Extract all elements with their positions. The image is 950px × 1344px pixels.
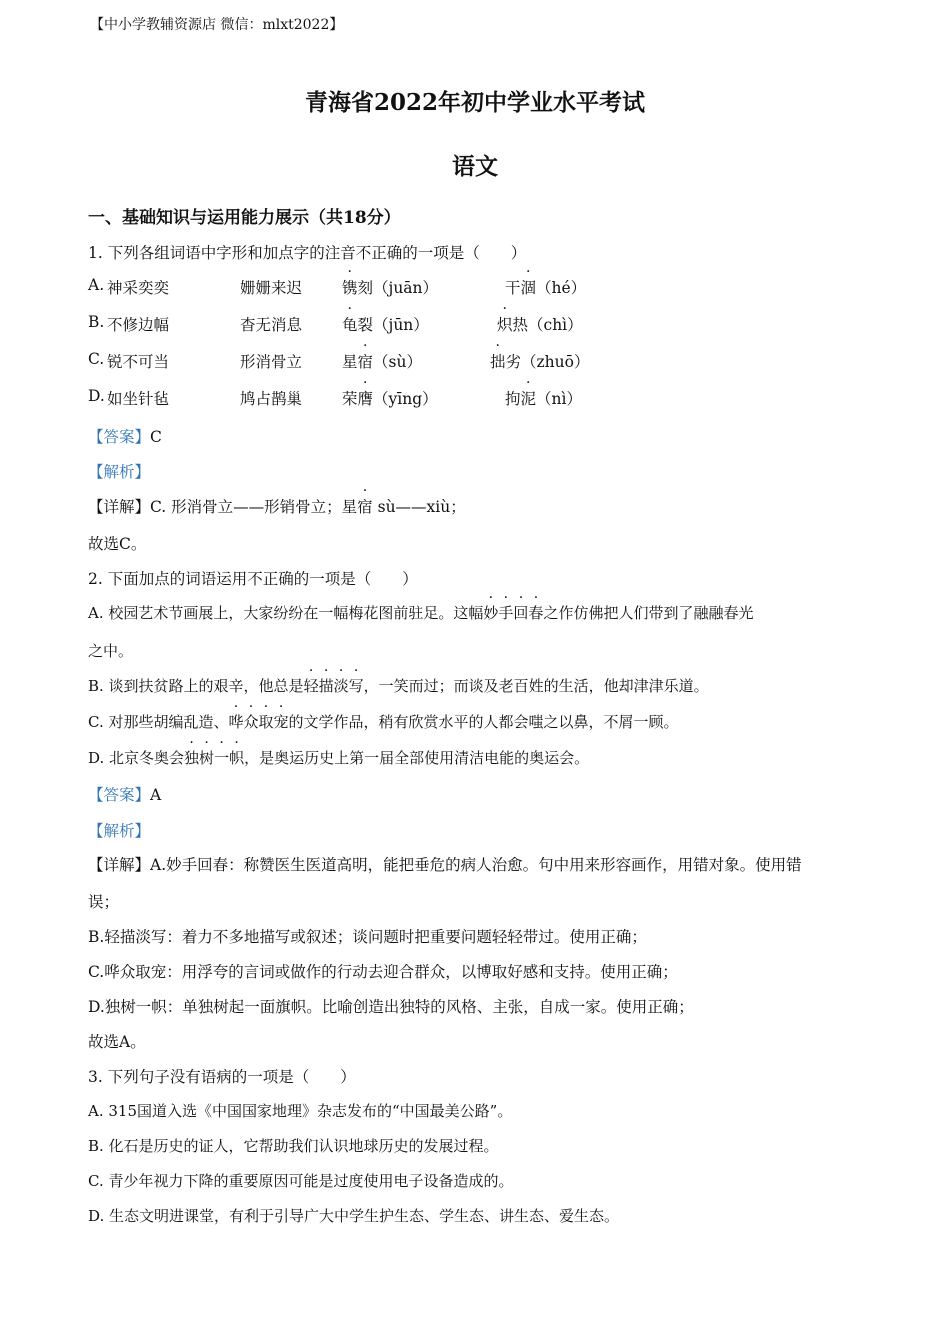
reading: 裂（jūn） (357, 316, 429, 334)
dotted-char: 宠 (273, 713, 289, 731)
word-2: 形消骨立 (240, 353, 303, 371)
q1-option-a (0, 276, 950, 306)
detail-text: 【详解】C. 形消骨立——形销骨立；星 (88, 498, 358, 516)
dotted-char: 泥 (520, 390, 537, 408)
reading: 劣（zhuō） (505, 353, 590, 371)
word-3 (342, 276, 438, 298)
header-note: 【中小学教辅资源店 微信：mlxt2022】 (90, 17, 344, 33)
q1-option-d (0, 387, 950, 417)
option-text: B. 谈到扶贫路上的艰辛，他总是 (88, 677, 304, 695)
dotted-phrase-text (184, 749, 244, 767)
reading: 热（chì） (512, 316, 583, 334)
q2-detail-2: B.轻描淡写：着力不多地描写或叙述；谈问题时把重要问题轻轻带过。使用正确； (88, 928, 647, 946)
dotted-phrase (483, 604, 543, 622)
dotted-char: 妙 (483, 604, 499, 622)
dotted-char: 描 (318, 677, 334, 695)
word-2: 姗姗来迟 (240, 279, 303, 297)
word-4 (497, 313, 583, 335)
q2-detail-1: 【详解】A.妙手回春：称赞医生医道高明，能把垂危的病人治愈。句中用来形容画作，用错对象。使用错 (88, 856, 802, 874)
dotted-char: 淡 (333, 677, 349, 695)
q3-option-c: C. 青少年视力下降的重要原因可能是过度使用电子设备造成的。 (88, 1172, 514, 1190)
reading: 刻（juān） (357, 279, 439, 297)
dotted-phrase-text (304, 677, 364, 695)
q2-answer (88, 783, 161, 805)
dotted-char: 手 (498, 604, 514, 622)
option-letter: C. (88, 350, 105, 368)
dotted-char: 轻 (303, 677, 319, 695)
option-text: 的文学作品，稍有欣赏水平的人都会嗤之以鼻，不屑一顾。 (288, 713, 679, 731)
q2-option-a (88, 602, 753, 623)
word-1: 锐不可当 (107, 353, 170, 371)
answer-label: 【答案】 (88, 428, 151, 446)
word-1: 如坐针毡 (107, 390, 170, 408)
dotted-phrase-text (483, 604, 543, 622)
option-letter: A. (88, 276, 105, 294)
q2-detail-1-cont: 误； (88, 893, 120, 911)
word-2: 杳无消息 (240, 316, 303, 334)
q1-option-b (0, 313, 950, 343)
subject-title: 语文 (452, 153, 498, 180)
dotted-phrase-text (228, 713, 288, 731)
q2-option-a-cont: 之中。 (88, 642, 134, 660)
word-4 (505, 276, 586, 298)
q3-option-d: D. 生态文明进课堂，有利于引导广大中学生护生态、学生态、讲生态、爱生态。 (88, 1207, 620, 1225)
reading: （nì） (536, 390, 582, 408)
dotted-char: 回 (513, 604, 529, 622)
word-2: 鸠占鹊巢 (240, 390, 303, 408)
q1-option-c (0, 350, 950, 380)
dotted-char: 宿 (357, 498, 373, 516)
q2-option-c (88, 711, 679, 732)
word-3 (342, 387, 438, 409)
q1-conclusion: 故选C。 (88, 535, 147, 553)
q1-analysis-label: 【解析】 (88, 463, 151, 481)
q1-detail (88, 495, 466, 517)
dotted-char: 拙 (490, 353, 506, 371)
option-text: 之作仿佛把人们带到了融融春光 (543, 604, 754, 622)
q2-detail-4: D.独树一帜：单独树起一面旗帜。比喻创造出独特的风格、主张，自成一家。使用正确； (88, 998, 694, 1016)
option-text: ，一笑而过；而谈及老百姓的生活，他却津津乐道。 (363, 677, 709, 695)
reading: （hé） (536, 279, 587, 297)
prefix: 拘 (505, 390, 521, 408)
option-text: C. 对那些胡编乱造、 (88, 713, 229, 731)
q2-analysis-label: 【解析】 (88, 822, 151, 840)
prefix: 星 (342, 353, 358, 371)
word-1: 神采奕奕 (107, 279, 170, 297)
dotted-char: 独 (184, 749, 200, 767)
option-text: D. 北京冬奥会 (88, 749, 185, 767)
dotted-char: 树 (199, 749, 215, 767)
answer-value: C (150, 428, 162, 446)
dotted-char: 炽 (497, 316, 513, 334)
section-heading: 一、基础知识与运用能力展示（共18分） (88, 208, 401, 228)
q2-conclusion: 故选A。 (88, 1033, 146, 1051)
prefix: 干 (505, 279, 521, 297)
reading: （sù） (373, 353, 422, 371)
option-text: A. 校园艺术节画展上，大家纷纷在一幅梅花图前驻足。这幅 (88, 604, 484, 622)
dotted-char: 宿 (357, 353, 374, 371)
dotted-char: 春 (528, 604, 544, 622)
dotted-char: 取 (258, 713, 274, 731)
q2-stem: 2. 下面加点的词语运用不正确的一项是（ ） (88, 570, 418, 588)
prefix: 荣 (342, 390, 358, 408)
q3-option-a: A. 315国道入选《中国国家地理》杂志发布的“中国最美公路”。 (88, 1102, 513, 1120)
dotted-char: 涸 (520, 279, 537, 297)
q1-stem: 1. 下列各组词语中字形和加点字的注音不正确的一项是（ ） (88, 244, 527, 262)
q2-option-b (88, 675, 709, 696)
word-1: 不修边幅 (107, 316, 170, 334)
dotted-char: 膺 (357, 390, 374, 408)
q3-stem: 3. 下列句子没有语病的一项是（ ） (88, 1068, 356, 1086)
word-3 (342, 350, 422, 372)
option-text: ，是奥运历史上第一届全部使用清洁电能的奥运会。 (244, 749, 590, 767)
word-4 (505, 387, 582, 409)
detail-text: sù——xiù； (372, 498, 466, 516)
option-letter: D. (88, 387, 105, 405)
word-3 (342, 313, 429, 335)
dotted-char: 哗 (228, 713, 244, 731)
dotted-char: 写 (348, 677, 364, 695)
q2-detail-3: C.哗众取宠：用浮夸的言词或做作的行动去迎合群众，以博取好感和支持。使用正确； (88, 963, 678, 981)
dotted-char: 众 (243, 713, 259, 731)
q2-option-d (88, 747, 589, 768)
q1-answer (88, 425, 162, 447)
word-4 (490, 350, 589, 372)
option-letter: B. (88, 313, 105, 331)
dotted-char: 龟 (342, 316, 358, 334)
dotted-char: 帜 (229, 749, 245, 767)
q3-option-b: B. 化石是历史的证人，它帮助我们认识地球历史的发展过程。 (88, 1137, 499, 1155)
dotted-char: 一 (214, 749, 230, 767)
dotted-char: 镌 (342, 279, 358, 297)
answer-label: 【答案】 (88, 786, 151, 804)
reading: （yīng） (373, 390, 438, 408)
answer-value: A (150, 786, 162, 804)
exam-title: 青海省2022年初中学业水平考试 (304, 89, 645, 116)
